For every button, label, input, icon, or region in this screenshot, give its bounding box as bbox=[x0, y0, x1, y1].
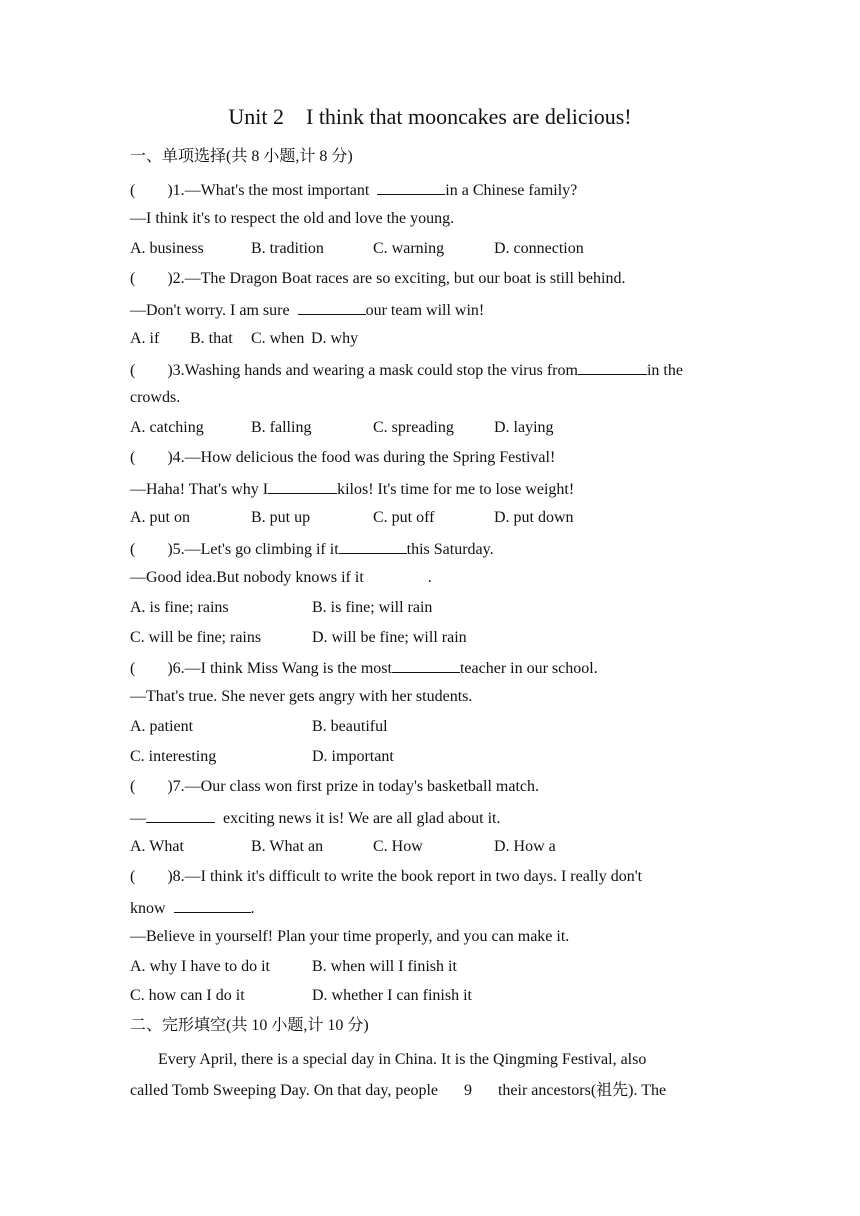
question-1 bbox=[130, 179, 577, 201]
passage-line-2-b: their ancestors(祖先). The bbox=[497, 1082, 667, 1099]
option-a: A. why I have to do it bbox=[130, 958, 270, 975]
option-b: B. What an bbox=[251, 838, 324, 855]
option-b: B. put up bbox=[251, 509, 311, 526]
question-4-reply-b: kilos! It's time for me to lose weight! bbox=[337, 481, 575, 498]
page-title: Unit 2 I think that mooncakes are delicious! bbox=[228, 104, 632, 129]
question-7-reply-b: exciting news it is! We are all glad about it. bbox=[215, 810, 501, 827]
option-c: C. How bbox=[373, 838, 423, 855]
question-7: ( )7.—Our class won first prize in today's basketball match. bbox=[130, 778, 540, 795]
question-5-reply: —Good idea.But nobody knows if it . bbox=[130, 569, 432, 586]
question-2-reply-a: —Don't worry. I am sure bbox=[130, 302, 298, 319]
question-7-reply bbox=[130, 807, 500, 829]
option-a: A. business bbox=[130, 240, 204, 257]
question-6-reply: —That's true. She never gets angry with her students. bbox=[130, 688, 473, 705]
option-a: A. put on bbox=[130, 509, 190, 526]
section-1-heading: 一、单项选择(共 8 小题,计 8 分) bbox=[130, 148, 353, 165]
question-6 bbox=[130, 657, 598, 679]
question-4: ( )4.—How delicious the food was during the Spring Festival! bbox=[130, 449, 556, 466]
option-d: D. put down bbox=[494, 509, 574, 526]
section-2-heading: 二、完形填空(共 10 小题,计 10 分) bbox=[130, 1017, 369, 1034]
question-6-text-a: ( )6.—I think Miss Wang is the most bbox=[130, 660, 392, 677]
question-8: ( )8.—I think it's difficult to write the book report in two days. I really don't bbox=[130, 868, 643, 885]
question-3-text-b: in the bbox=[646, 362, 683, 379]
question-5-text-b: this Saturday. bbox=[406, 541, 494, 558]
question-7-reply-a: — bbox=[130, 810, 146, 827]
answer-blank bbox=[339, 538, 407, 554]
option-b: B. that bbox=[190, 330, 233, 347]
answer-blank bbox=[174, 897, 251, 913]
option-d: D. will be fine; will rain bbox=[312, 629, 467, 646]
option-c: C. how can I do it bbox=[130, 987, 245, 1004]
question-8-continuation bbox=[130, 897, 255, 919]
question-4-reply bbox=[130, 478, 574, 500]
option-b: B. tradition bbox=[251, 240, 324, 257]
question-1-text-a: ( )1.—What's the most important bbox=[130, 182, 378, 199]
option-d: D. laying bbox=[494, 419, 554, 436]
question-2-reply-b: our team will win! bbox=[365, 302, 485, 319]
question-4-reply-a: —Haha! That's why I bbox=[130, 481, 269, 498]
question-3-continuation: crowds. bbox=[130, 389, 181, 406]
question-1-text-b: in a Chinese family? bbox=[445, 182, 578, 199]
question-3-text-a: ( )3.Washing hands and wearing a mask could stop the virus from bbox=[130, 362, 578, 379]
option-b: B. is fine; will rain bbox=[312, 599, 433, 616]
option-c: C. warning bbox=[373, 240, 445, 257]
answer-blank bbox=[578, 359, 647, 375]
option-a: A. catching bbox=[130, 419, 204, 436]
option-c: C. put off bbox=[373, 509, 435, 526]
question-1-reply: —I think it's to respect the old and love the young. bbox=[130, 210, 455, 227]
option-a: A. is fine; rains bbox=[130, 599, 229, 616]
option-b: B. beautiful bbox=[312, 718, 388, 735]
question-5-text-a: ( )5.—Let's go climbing if it bbox=[130, 541, 339, 558]
option-b: B. when will I finish it bbox=[312, 958, 457, 975]
passage-line-1: Every April, there is a special day in China. It is the Qingming Festival, also bbox=[130, 1051, 647, 1068]
option-b: B. falling bbox=[251, 419, 312, 436]
question-8-cont-b: . bbox=[250, 900, 255, 917]
answer-blank bbox=[377, 179, 445, 195]
passage-line-2-a: called Tomb Sweeping Day. On that day, people bbox=[130, 1082, 438, 1099]
option-a: A. What bbox=[130, 838, 184, 855]
cloze-blank-9: 9 bbox=[463, 1082, 472, 1099]
option-a: A. patient bbox=[130, 718, 194, 735]
question-6-text-b: teacher in our school. bbox=[459, 660, 598, 677]
option-d: D. connection bbox=[494, 240, 584, 257]
question-2: ( )2.—The Dragon Boat races are so exciting, but our boat is still behind. bbox=[130, 270, 626, 287]
answer-blank bbox=[392, 657, 460, 673]
question-8-cont-a: know bbox=[130, 900, 174, 917]
option-d: D. important bbox=[312, 748, 394, 765]
question-2-reply bbox=[130, 299, 484, 321]
question-8-reply: —Believe in yourself! Plan your time properly, and you can make it. bbox=[130, 928, 570, 945]
option-c: C. spreading bbox=[373, 419, 454, 436]
option-a: A. if bbox=[130, 330, 160, 347]
answer-blank bbox=[268, 478, 337, 494]
option-d: D. why bbox=[311, 330, 359, 347]
answer-blank bbox=[146, 807, 215, 823]
option-d: D. How a bbox=[494, 838, 556, 855]
question-5 bbox=[130, 538, 494, 560]
option-d: D. whether I can finish it bbox=[312, 987, 472, 1004]
option-c: C. when bbox=[251, 330, 305, 347]
option-c: C. will be fine; rains bbox=[130, 629, 262, 646]
question-3 bbox=[130, 359, 683, 381]
passage-line-2 bbox=[130, 1081, 666, 1101]
option-c: C. interesting bbox=[130, 748, 217, 765]
answer-blank bbox=[298, 299, 366, 315]
